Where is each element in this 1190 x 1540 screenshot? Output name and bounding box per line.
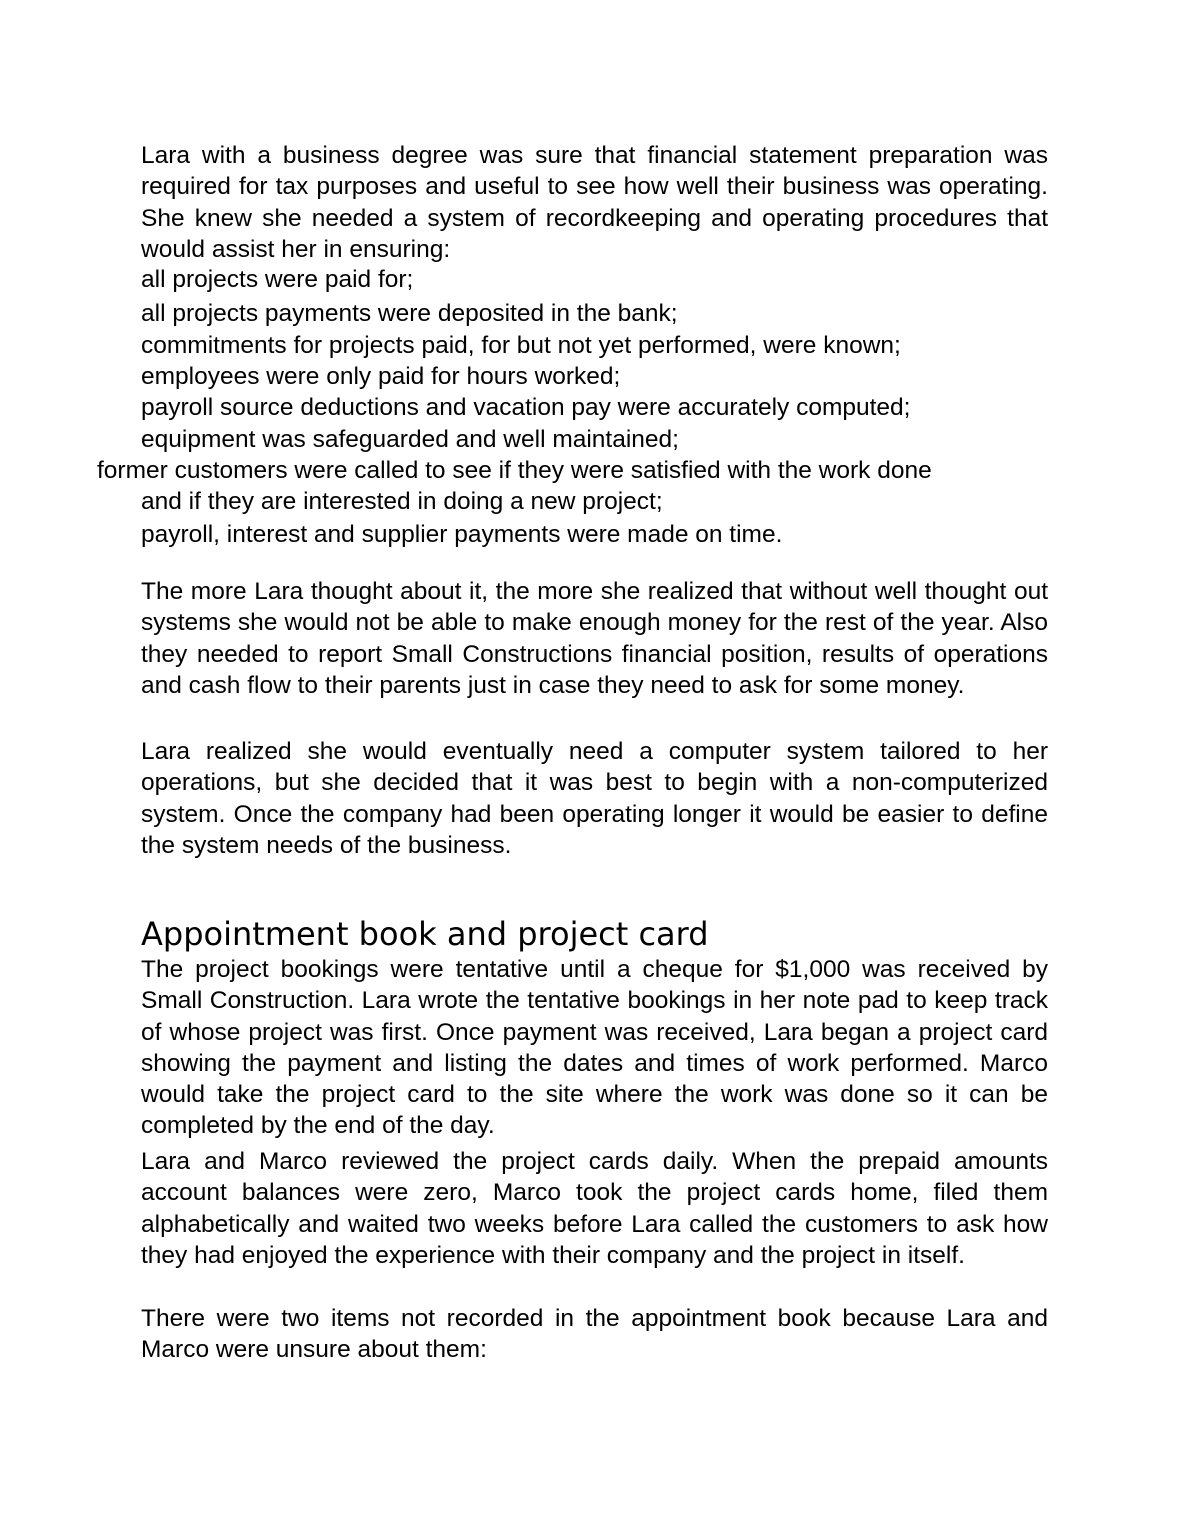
list-item: all projects payments were deposited in the bank; [141,300,678,327]
list-item-line: former customers were called to see if they were satisfied with the work done [97,457,932,484]
section-heading: Appointment book and project card [141,915,709,953]
list-item: commitments for projects paid, for but not yet performed, were known; [141,332,901,359]
intro-paragraph: Lara with a business degree was sure that financial statement preparation was required for tax purposes and useful to see how well their business was operating. She knew she needed a system of recordkeeping and operating procedures that would assist her in ensuring: [141,142,1048,263]
list-item: employees were only paid for hours worked; [141,363,621,390]
list-item: payroll, interest and supplier payments were made on time. [141,521,783,548]
list-item: all projects were paid for; [141,266,414,293]
paragraph: Lara and Marco reviewed the project cards daily. When the prepaid amounts account balances were zero, Marco took the project cards home, filed them alphabetically and waited two weeks before Lara called the customers to ask how they had enjoyed the experience with their company and the project in itself. [141,1148,1048,1269]
paragraph: Lara realized she would eventually need a computer system tailored to her operations, but she decided that it was best to begin with a non-computerized system. Once the company had been operating longer it would be easier to define the system needs of the business. [141,738,1048,859]
paragraph: There were two items not recorded in the appointment book because Lara and Marco were unsure about them: [141,1305,1048,1364]
list-item: equipment was safeguarded and well maintained; [141,426,679,453]
list-item: payroll source deductions and vacation pay were accurately computed; [141,394,911,421]
paragraph: The project bookings were tentative until a cheque for $1,000 was received by Small Construction. Lara wrote the tentative bookings in her note pad to keep track of whose project was first. Once payment was received, Lara began a project card showing the payment and listing the dates and times of work performed. Marco would take the project card to the site where the work was done so it can be completed by the end of the day. [141,956,1048,1140]
list-item-outdented [97,455,1048,518]
list-item-line: and if they are interested in doing a new project; [141,488,663,516]
paragraph: The more Lara thought about it, the more she realized that without well thought out systems she would not be able to make enough money for the rest of the year. Also they needed to report Small Constructions financial position, results of operations and cash flow to their parents just in case they need to ask for some money. [141,578,1048,699]
